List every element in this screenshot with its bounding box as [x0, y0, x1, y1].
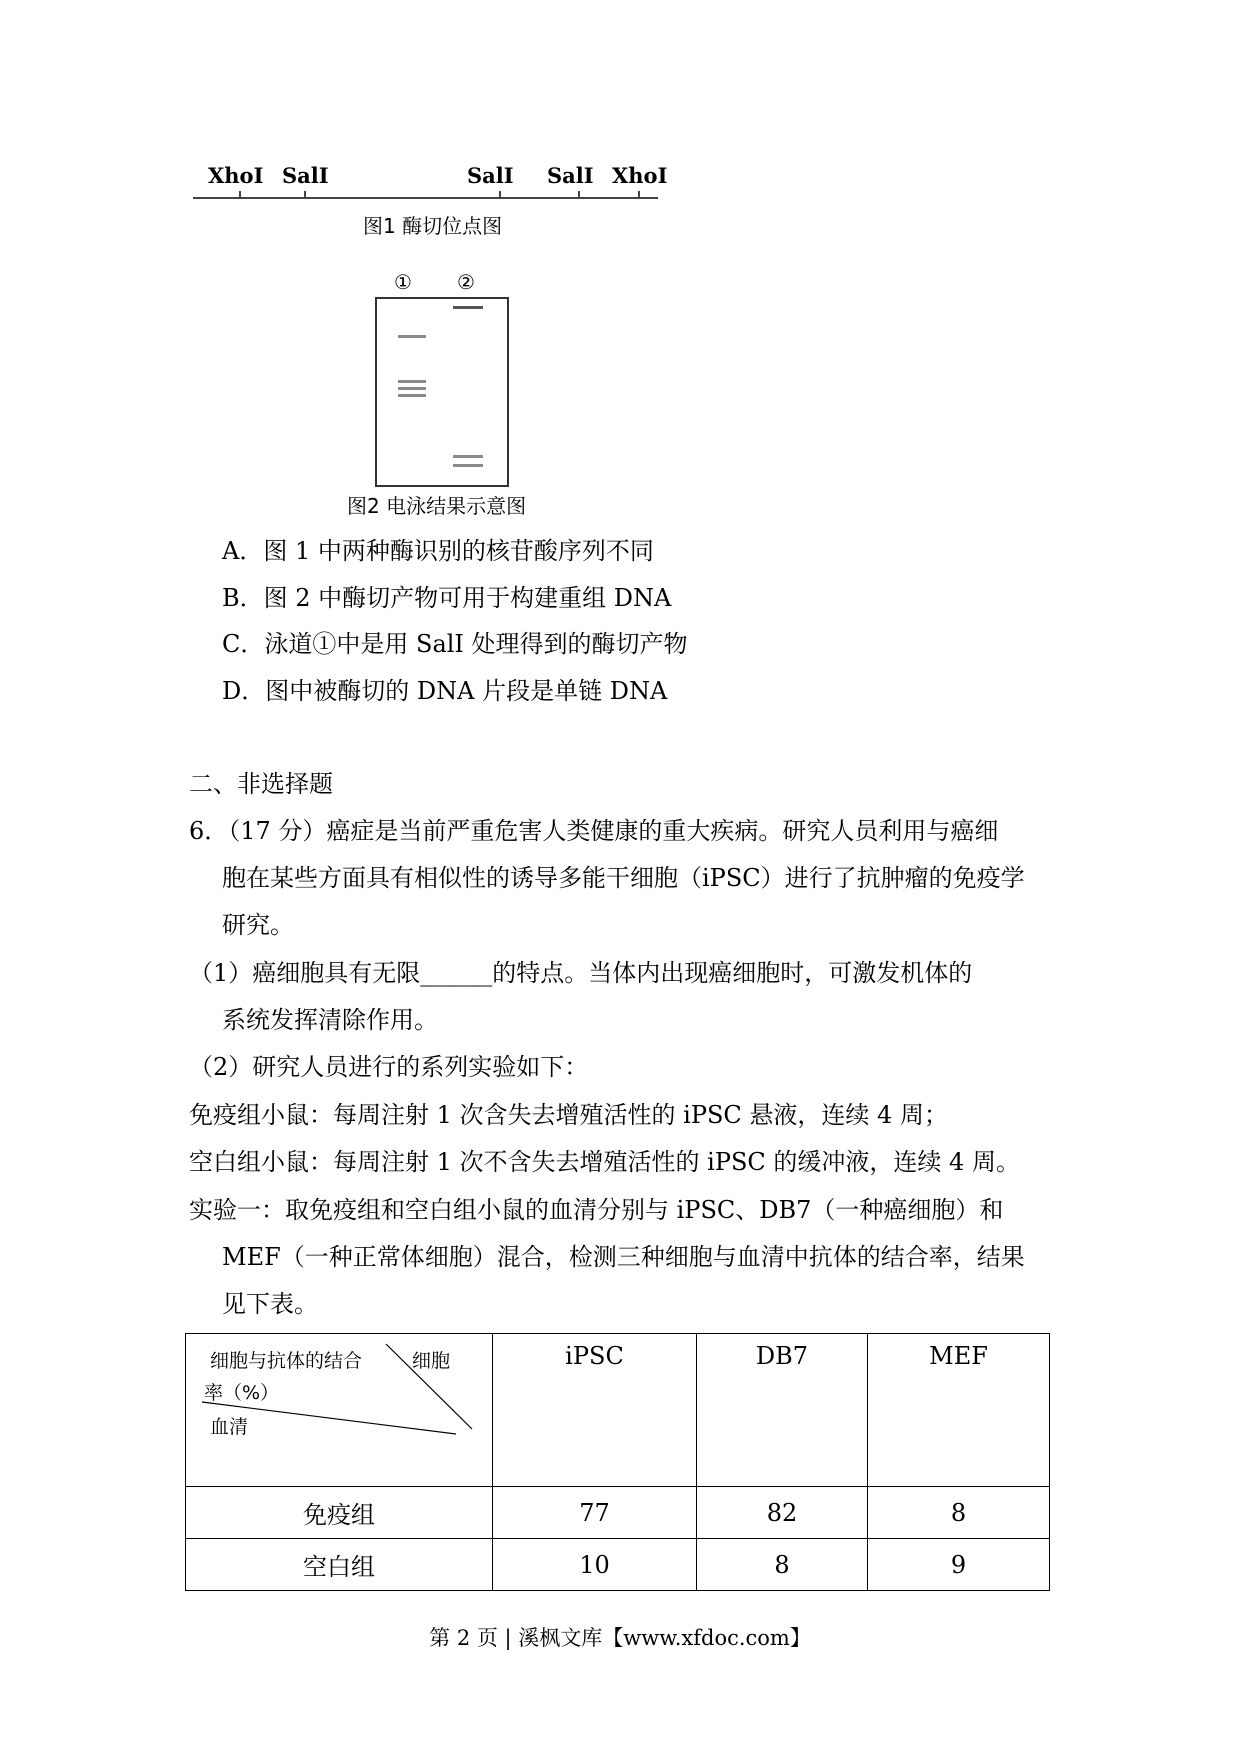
site-tick: [239, 191, 241, 199]
lane-label-1: ①: [394, 270, 412, 294]
site-label-xho-2: XhoⅠ: [612, 163, 668, 188]
binding-rate-table: [185, 1333, 1050, 1591]
option-b: [222, 582, 671, 614]
q6-line-1: 6．（17 分）癌症是当前严重危害人类健康的重大疾病。研究人员利用与癌细: [189, 817, 999, 845]
option-text: 泳道①中是用 SalI 处理得到的酶切产物: [264, 630, 688, 658]
gel-band: [398, 387, 426, 390]
option-text: 图 1 中两种酶识别的核苷酸序列不同: [263, 537, 654, 565]
table-cell: 9: [868, 1539, 1050, 1591]
gel-band: [453, 306, 483, 309]
table-cell: 77: [493, 1487, 697, 1539]
table-cell: 8: [697, 1539, 868, 1591]
figure2-caption: 图2 电泳结果示意图: [347, 494, 527, 518]
immune-group-desc: 免疫组小鼠：每周注射 1 次含失去增殖活性的 iPSC 悬液，连续 4 周；: [189, 1101, 948, 1129]
gel-band: [398, 380, 426, 383]
lane-label-2: ②: [457, 270, 475, 294]
q6-sub2: （2）研究人员进行的系列实验如下：: [189, 1053, 589, 1081]
section-heading: 二、非选择题: [189, 770, 333, 798]
site-tick: [499, 191, 501, 199]
option-a: [222, 535, 654, 567]
table-row: [186, 1487, 1050, 1539]
gel-band: [398, 335, 426, 338]
q6-sub1-line-2: 系统发挥清除作用。: [222, 1006, 438, 1034]
option-label: B．: [222, 584, 264, 612]
option-text: 图中被酶切的 DNA 片段是单链 DNA: [265, 677, 668, 705]
blank-group-desc: 空白组小鼠：每周注射 1 次不含失去增殖活性的 iPSC 的缓冲液，连续 4 周。: [189, 1148, 1020, 1176]
diag-mid-left: 率（%）: [204, 1382, 280, 1404]
gel-band: [398, 394, 426, 397]
site-tick: [578, 191, 580, 199]
exp1-line-3: 见下表。: [222, 1290, 318, 1318]
site-tick: [638, 191, 640, 199]
row-label: 空白组: [186, 1539, 493, 1591]
option-label: C．: [222, 630, 265, 658]
exp1-line-1: 实验一：取免疫组和空白组小鼠的血清分别与 iPSC、DB7（一种癌细胞）和: [189, 1196, 1004, 1224]
restriction-site-labels: [0, 163, 1240, 193]
page-footer: 第 2 页 | 溪枫文库【www.xfdoc.com】: [429, 1626, 811, 1650]
site-tick: [304, 191, 306, 199]
row-label: 免疫组: [186, 1487, 493, 1539]
site-label-sal-3: SalⅠ: [547, 163, 594, 188]
gel-band: [453, 455, 483, 458]
table-cell: 10: [493, 1539, 697, 1591]
table-cell: 82: [697, 1487, 868, 1539]
table-cell: 8: [868, 1487, 1050, 1539]
column-header-db7: DB7: [697, 1334, 868, 1487]
q6-sub1-line-1: （1）癌细胞具有无限______的特点。当体内出现癌细胞时，可激发机体的: [189, 959, 973, 987]
option-d: [222, 675, 667, 707]
diagonal-header-cell: [186, 1334, 493, 1487]
gel-box: [375, 297, 509, 487]
diag-top-left: 细胞与抗体的结合: [210, 1350, 363, 1372]
column-header-mef: MEF: [868, 1334, 1050, 1487]
column-header-ipsc: iPSC: [493, 1334, 697, 1487]
q6-line-2: 胞在某些方面具有相似性的诱导多能干细胞（iPSC）进行了抗肿瘤的免疫学: [222, 864, 1025, 892]
site-label-sal-1: SalⅠ: [282, 163, 329, 188]
exp1-line-2: MEF（一种正常体细胞）混合，检测三种细胞与血清中抗体的结合率，结果: [222, 1243, 1025, 1271]
option-c: [222, 628, 688, 660]
figure1-caption: 图1 酶切位点图: [363, 214, 503, 238]
q6-line-3: 研究。: [222, 911, 294, 939]
table-row: [186, 1539, 1050, 1591]
option-label: A．: [222, 537, 264, 565]
diag-bottom-left: 血清: [210, 1416, 249, 1438]
site-label-xho-1: XhoⅠ: [208, 163, 264, 188]
site-label-sal-2: SalⅠ: [467, 163, 514, 188]
option-text: 图 2 中酶切产物可用于构建重组 DNA: [263, 584, 672, 612]
diag-top-right: 细胞: [412, 1350, 451, 1372]
table-header-row: [186, 1334, 1050, 1487]
option-label: D．: [222, 677, 266, 705]
gel-band: [453, 464, 483, 467]
dna-line: [193, 197, 658, 199]
